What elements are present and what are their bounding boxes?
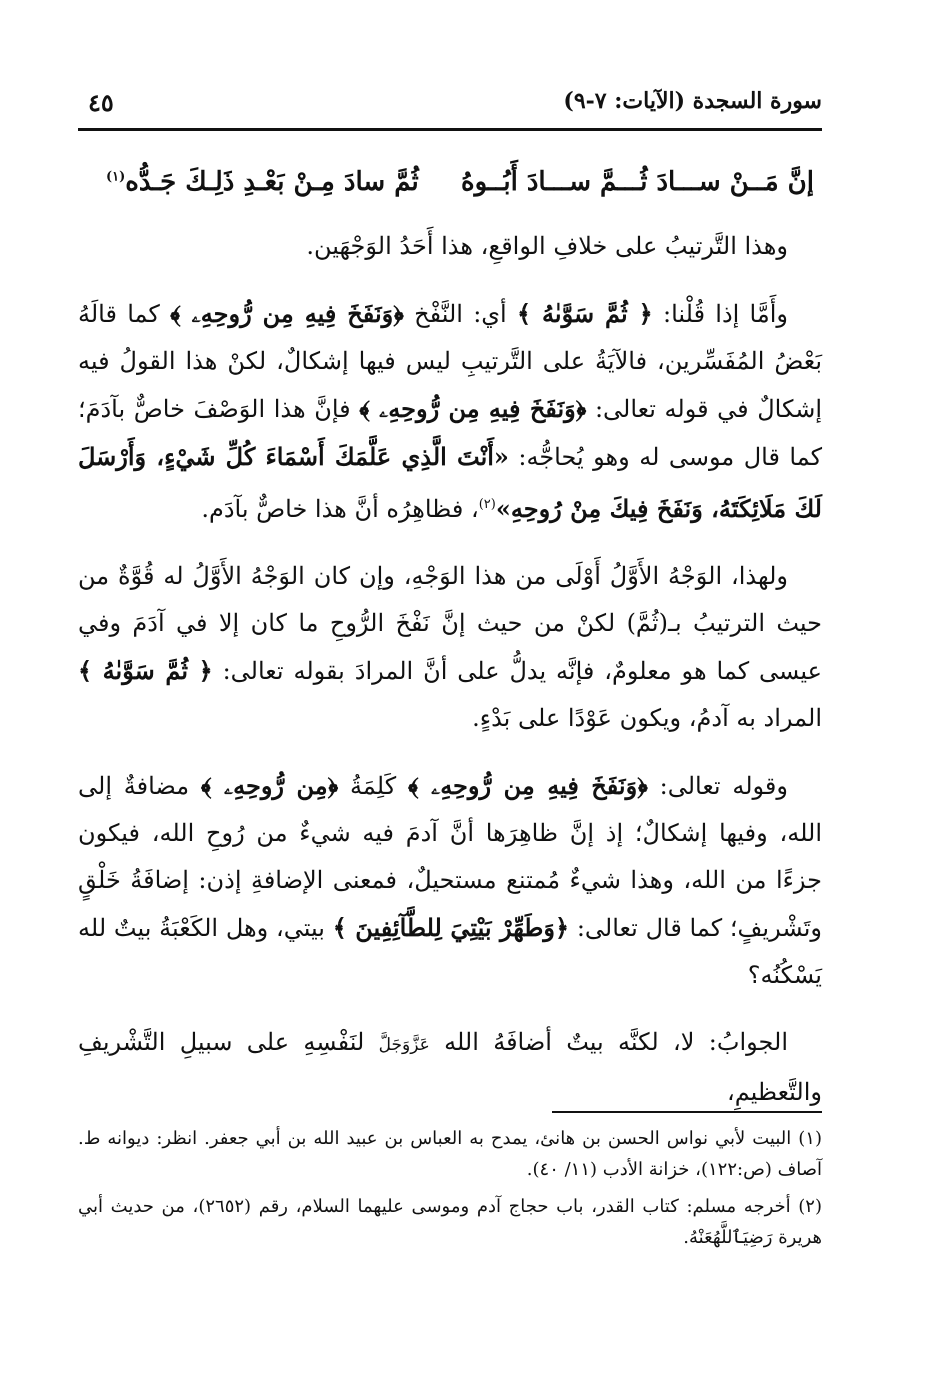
footnote-marker-1: (١) [106, 169, 126, 185]
page-number: ٤٥ [88, 88, 114, 117]
main-text [78, 223, 822, 1116]
quran-quote: ﴿ ثُمَّ سَوَّىٰهُ ﴾ [516, 299, 653, 328]
quran-quote: ﴿مِن رُّوحِهِۦ ﴾ [200, 771, 339, 800]
verse-second-hemistich: ثُمَّ سادَ مِـنْ بَعْـدِ ذَلِـكَ جَـدُّه$^{(١)}$ [106, 167, 419, 197]
book-page [78, 88, 823, 1248]
paragraph-2: وأَمَّا إذا قُلْنا: ﴿ ثُمَّ سَوَّىٰهُ ﴾ أي: النَّفْخ ﴿وَنَفَخَ فِيهِ مِن رُّوحِهِۦ ﴾ كما قالَهُ بَعْضُ المُفَسِّرين، فالآيَةُ على التَّرتيبِ ليس فيها إشكالٌ، لكنْ هذا القولُ فيه إشكالٌ في قوله تعالى: ﴿وَنَفَخَ فِيهِ مِن رُّوحِهِۦ ﴾ فإنَّ هذا الوَصْفَ خاصٌّ بآدَمَ؛ كما قال موسى له وهو يُحاجُّه: «أَنْتَ الَّذِي عَلَّمَكَ أَسْمَاءَ كُلِّ شَيْءٍ، وَأَرْسَلَ لَكَ مَلَائِكَتَهُ، وَنَفَخَ فِيكَ مِنْ رُوحِهِ»$^{(٢)}$، فظاهِرُه أنَّ هذا خاصٌّ بآدَم. [78, 299, 823, 523]
quran-quote: ﴿وَنَفَخَ فِيهِ مِن رُّوحِهِۦ ﴾ [170, 299, 404, 328]
quran-quote: ﴿ ثُمَّ سَوَّىٰهُ ﴾ [78, 656, 213, 685]
verse-first-hemistich: إنَّ مَــنْ ســـادَ ثُـــمَّ ســـادَ أَبُــوهُ [461, 167, 814, 197]
running-header [78, 88, 822, 131]
footnote-2: (٢) أخرجه مسلم: كتاب القدر، باب حجاج آدم وموسى عليهما السلام، رقم (٢٦٥٢)، من حديث أبي هريرة رَضِيَٱللَّهُعَنْهُ. [78, 1196, 822, 1248]
paragraph-4: وقوله تعالى: ﴿وَنَفَخَ فِيهِ مِن رُّوحِهِۦ ﴾ كَلِمَةُ ﴿مِن رُّوحِهِۦ ﴾ مضافةٌ إلى الله، وفيها إشكالٌ؛ إذ إنَّ ظاهِرَها أنَّ آدمَ فيه شيءٌ من رُوحِ الله، فيكون جزءًا من الله، وهذا شيءٌ مُمتنع مستحيلٌ، فمعنى الإضافةِ إذن: إضافَةُ خَلْقٍ وتَشْريفٍ؛ كما قال تعالى: ﴿وَطَهِّرْ بَيْتِيَ لِلطَّآئِفِينَ ﴾ بيتي، وهل الكَعْبَةُ بيتٌ لله يَسْكُنُه؟ [78, 771, 823, 989]
paragraph-5: الجوابُ: لا، لكنَّه بيتٌ أضافَهُ الله عَزَّوَجَلَّ لنَفْسِهِ على سبيلِ التَّشْريفِ والتَّعظيمِ، [78, 1028, 822, 1106]
poetry-verse [78, 161, 822, 223]
footnote-marker-2: (٢) [478, 497, 496, 512]
quran-quote: ﴿وَنَفَخَ فِيهِ مِن رُّوحِهِۦ ﴾ [407, 771, 648, 800]
paragraph-1: وهذا التَّرتيبُ على خلافِ الواقعِ، هذا أَحَدُ الوَجْهَين. [306, 232, 788, 260]
quran-quote: ﴿وَطَهِّرْ بَيْتِيَ لِلطَّآئِفِينَ ﴾ [332, 913, 570, 942]
footnote-1: (١) البيت لأبي نواس الحسن بن هانئ، يمدح به العباس بن عبيد الله بن أبي جعفر. انظر: ديوانه ط. آصاف (ص:١٢٢)، خزانة الأدب (١١/ ٤٠). [78, 1128, 822, 1180]
surah-title: سورة السجدة (الآيات: ٧-٩) [563, 88, 822, 114]
footnote-divider [552, 1111, 822, 1113]
hadith-quote: «أَنْتَ الَّذِي عَلَّمَكَ أَسْمَاءَ كُلِّ شَيْءٍ، وَأَرْسَلَ لَكَ مَلَائِكَتَهُ، وَنَفَخَ فِيكَ مِنْ رُوحِهِ» [78, 442, 822, 523]
paragraph-3: ولهذا، الوَجْهُ الأَوَّلُ أَوْلَى من هذا الوَجْهِ، وإن كان الوَجْهُ الأَوَّلُ له قُوَّةٌ من حيث الترتيبُ بـ(ثُمَّ) لكنْ من حيث إنَّ نَفْخَ الرُّوحِ ما كان إلا في آدَمَ وفي عيسى كما هو معلومٌ، فإنَّه يدلُّ على أنَّ المرادَ بقوله تعالى: ﴿ ثُمَّ سَوَّىٰهُ ﴾ المراد به آدمُ، ويكون عَوْدًا على بَدْءٍ. [78, 562, 822, 732]
footnotes [78, 1123, 822, 1259]
quran-quote: ﴿وَنَفَخَ فِيهِ مِن رُّوحِهِۦ ﴾ [359, 394, 587, 423]
honorific: عَزَّوَجَلَّ [378, 1035, 430, 1055]
